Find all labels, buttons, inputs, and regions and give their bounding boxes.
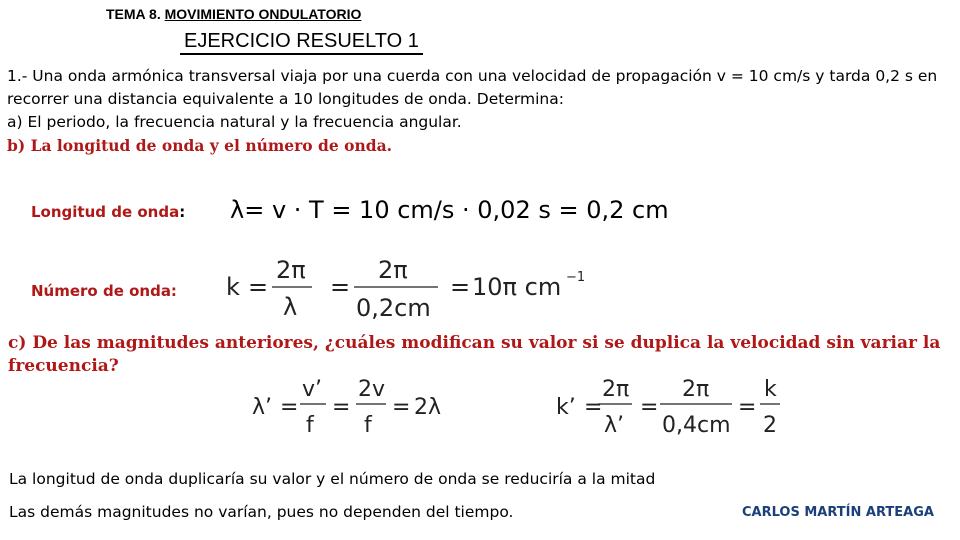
wavelength-label-colon: : [179, 203, 186, 221]
title-topic: MOVIMIENTO ONDULATORIO [164, 6, 362, 22]
exponent: −1 [566, 270, 586, 285]
two-pi-numerator-2: 2π [378, 256, 408, 284]
denominator-02cm: 0,2cm [356, 294, 431, 322]
c-equals-2: = [332, 395, 351, 420]
equals-3: = [450, 273, 471, 301]
lambda-prime: λ’ [252, 395, 273, 420]
wavelength-formula: λ= v · T = 10 cm/s · 0,02 s = 0,2 cm [230, 196, 669, 224]
part-a: a) El periodo, la frecuencia natural y la frecuencia angular. [7, 113, 462, 131]
f-denominator-1: f [306, 413, 314, 438]
v-prime: v’ [302, 377, 323, 402]
title-prefix: TEMA 8. [106, 6, 165, 22]
k-symbol: k [226, 273, 240, 301]
lambda-denominator: λ [283, 293, 298, 321]
k-prime: k’ [556, 395, 576, 420]
part-c-question: c) De las magnitudes anteriores, ¿cuáles modifican su valor si se duplica la velocidad sin variar la frecuencia? [8, 333, 941, 376]
wavenumber-equation [220, 252, 600, 324]
author-name: CARLOS MARTÍN ARTEAGA [742, 505, 934, 520]
lambda-prime-denominator: λ’ [604, 413, 625, 438]
c-two-pi-1: 2π [602, 377, 630, 402]
equals-2: = [330, 273, 351, 301]
page-title [106, 6, 361, 22]
part-c-equations [244, 374, 784, 440]
k-numerator: k [764, 377, 777, 402]
c-equals-6: = [738, 395, 757, 420]
problem-statement [7, 65, 952, 157]
f-denominator-2: f [364, 413, 372, 438]
equals-1: = [248, 273, 269, 301]
conclusion-line-1: La longitud de onda duplicaría su valor y el número de onda se reduciría a la mitad [9, 470, 656, 488]
two-denominator: 2 [763, 413, 777, 438]
problem-text: 1.- Una onda armónica transversal viaja por una cuerda con una velocidad de propagación v = 10 cm/s y tarda 0,2 s en recorrer una distancia equivalente a 10 longitudes de onda. Determina: [7, 67, 938, 108]
two-v: 2v [358, 377, 386, 402]
result-10pi: 10π cm [472, 273, 562, 301]
wavenumber-label: Número de onda: [31, 282, 177, 300]
two-pi-numerator-1: 2π [276, 256, 306, 284]
conclusion-line-2: Las demás magnitudes no varían, pues no dependen del tiempo. [9, 503, 514, 521]
c-equals-3: = [392, 395, 411, 420]
denominator-04cm: 0,4cm [662, 413, 731, 438]
c-equals-5: = [640, 395, 659, 420]
part-b: b) La longitud de onda y el número de onda. [7, 136, 393, 155]
wavelength-label-text: Longitud de onda [31, 203, 180, 221]
exercise-subtitle: EJERCICIO RESUELTO 1 [180, 30, 423, 55]
wavelength-label [31, 203, 185, 221]
two-lambda: 2λ [414, 395, 442, 420]
c-two-pi-2: 2π [682, 377, 710, 402]
c-equals-1: = [280, 395, 299, 420]
c-equals-4: = [584, 395, 603, 420]
